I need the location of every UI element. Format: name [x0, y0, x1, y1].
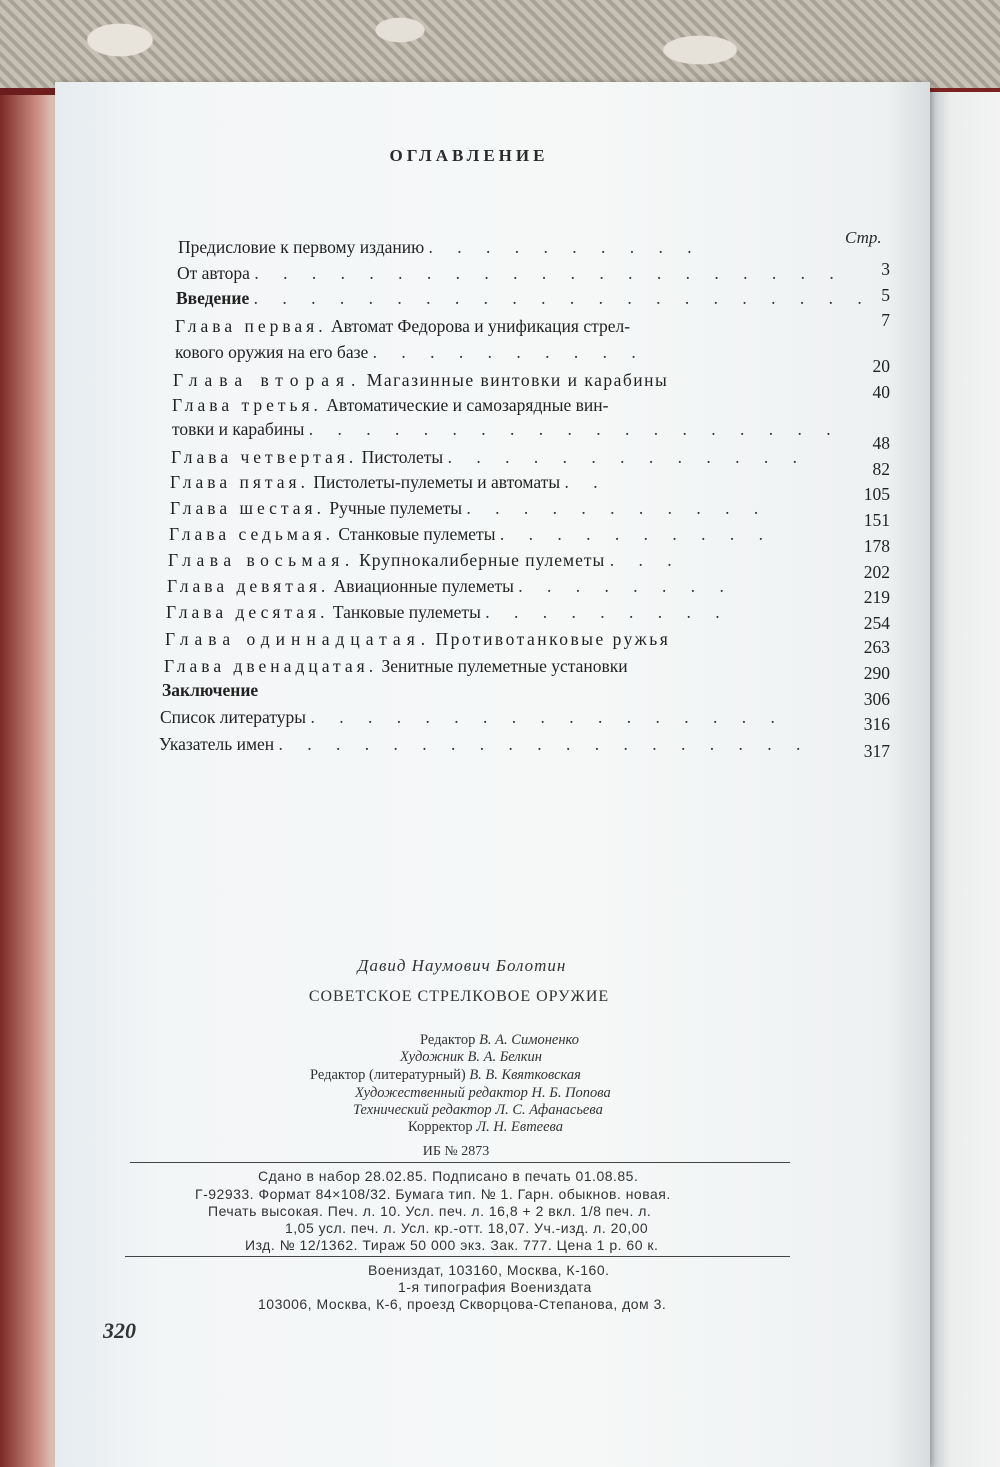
toc-entry: [170, 472, 608, 493]
toc-entry-text: От автора: [177, 263, 250, 283]
toc-title: ОГЛАВЛЕНИЕ: [389, 146, 549, 165]
chapter-label: Глава шестая.: [170, 498, 325, 518]
credit-name: Н. Б. Попова: [531, 1085, 611, 1101]
chapter-label: Глава восьмая.: [168, 550, 355, 570]
credit-role: Художник: [400, 1049, 464, 1065]
toc-entry-continuation: [172, 419, 841, 440]
page-column-header: Стр.: [845, 228, 882, 247]
author-name: Давид Наумович Болотин: [357, 956, 567, 975]
credit-role: Корректор: [408, 1119, 473, 1135]
imprint-line: Печать высокая. Печ. л. 10. Усл. печ. л. 16,8 + 2 вкл. 1/8 печ. л.: [208, 1203, 652, 1219]
toc-entry-continuation: [175, 342, 646, 363]
toc-page-number: 7: [881, 310, 890, 330]
credit-line: [310, 1067, 581, 1084]
toc-page-number: 202: [863, 562, 890, 582]
toc-page-number: 263: [863, 637, 890, 657]
toc-entry: [167, 576, 734, 597]
toc-entry-text: Танковые пулеметы: [332, 602, 481, 622]
toc-page-number: 20: [872, 356, 890, 376]
divider-line: [125, 1256, 790, 1257]
toc-entry: [159, 734, 810, 755]
toc-entry: [168, 550, 682, 571]
imprint-line: Г-92933. Формат 84×108/32. Бумага тип. № 1. Гарн. обыкнов. новая.: [195, 1186, 671, 1202]
leader-dots: . . . . . . . . . . . . . . . . .: [310, 707, 785, 727]
credit-role: Редактор (литературный): [310, 1067, 466, 1083]
leader-dots: . . . . . . . . .: [485, 602, 730, 622]
toc-entry: [160, 707, 785, 728]
toc-entry: [164, 656, 628, 677]
credit-name: В. А. Симоненко: [479, 1032, 580, 1048]
toc-entry: [177, 263, 844, 284]
credit-line: [353, 1102, 603, 1119]
toc-entry: [171, 447, 807, 468]
toc-entry: [166, 602, 730, 623]
toc-page-number: 316: [863, 714, 890, 734]
toc-page-number: 3: [881, 259, 890, 279]
toc-entry-text: Станковые пулеметы: [338, 524, 496, 544]
leader-dots: . . . . . . . . . . .: [466, 498, 769, 518]
toc-entry-text: Пистолеты-пулеметы и автоматы: [313, 472, 561, 492]
chapter-label: Глава двенадцатая.: [164, 656, 378, 676]
toc-entry-text: Авиационные пулеметы: [333, 576, 514, 596]
leader-dots: . . . . . . . . . .: [372, 342, 646, 362]
toc-page-number: 105: [863, 484, 890, 504]
toc-entry: [176, 288, 872, 309]
leader-dots: . . . . . . . . . . . . . . . . . . . . . .: [253, 288, 872, 308]
toc-page-number: 290: [863, 663, 890, 683]
leader-dots: . . . . . . . . . .: [499, 524, 773, 544]
credit-name: Л. Н. Евтеева: [476, 1119, 563, 1135]
chapter-label: Глава девятая.: [167, 576, 330, 596]
toc-entry: [169, 524, 773, 545]
toc-page-number: 5: [881, 285, 890, 305]
toc-entry-text: Предисловие к первому изданию: [178, 237, 425, 257]
chapter-label: Глава четвертая.: [171, 447, 358, 467]
toc-entry-text: Магазинные винтовки и карабины: [366, 370, 669, 390]
page-number: 320: [103, 1318, 136, 1343]
chapter-label: Глава вторая.: [173, 370, 363, 390]
publisher-line: 1-я типография Воениздата: [398, 1279, 592, 1295]
toc-entry-text: Автоматические и самозарядные вин-: [326, 395, 609, 415]
publisher-line: Воениздат, 103160, Москва, К-160.: [368, 1262, 610, 1278]
credit-name: В. В. Квятковская: [469, 1067, 581, 1083]
credit-name: В. А. Белкин: [467, 1049, 542, 1065]
toc-entry-text: Ручные пулеметы: [329, 498, 463, 518]
chapter-label: Глава третья.: [172, 395, 322, 415]
toc-entry-text: Список литературы: [160, 707, 307, 727]
toc-entry-text: Противотанковые ружья: [435, 629, 671, 649]
chapter-label: Глава десятая.: [166, 602, 329, 622]
toc-entry: [178, 237, 702, 258]
toc-page-number: 317: [863, 741, 890, 761]
toc-entry: [165, 629, 670, 650]
toc-entry-text: Указатель имен: [159, 734, 275, 754]
publisher-line: 103006, Москва, К-6, проезд Скворцова-Степанова, дом 3.: [258, 1296, 667, 1312]
credit-line: [408, 1119, 563, 1136]
toc-page-number: 219: [863, 587, 890, 607]
chapter-label: Глава первая.: [175, 316, 327, 336]
divider-line: [130, 1162, 790, 1163]
imprint-line: 1,05 усл. печ. л. Усл. кр.-отт. 18,07. Уч.-изд. л. 20,00: [285, 1220, 649, 1236]
credit-role: Редактор: [420, 1032, 476, 1048]
leader-dots: . . .: [609, 550, 682, 570]
toc-page-number: 48: [872, 433, 890, 453]
toc-entry-text: кового оружия на его базе: [175, 342, 369, 362]
credit-role: Художественный редактор: [355, 1085, 528, 1101]
leader-dots: . . . . . . . .: [518, 576, 734, 596]
toc-entry-text: Заключение: [162, 680, 259, 700]
credit-line: [420, 1032, 579, 1049]
leader-dots: . . . . . . . . . .: [428, 237, 702, 257]
toc-entry: [173, 370, 668, 391]
leader-dots: . . . . . . . . . . . . . . . . . . . . .: [254, 263, 844, 283]
toc-page-number: 82: [872, 459, 890, 479]
imprint-line: Сдано в набор 28.02.85. Подписано в печать 01.08.85.: [258, 1168, 639, 1184]
chapter-label: Глава седьмая.: [169, 524, 335, 544]
toc-entry-text: Введение: [176, 288, 250, 308]
leader-dots: . . . . . . . . . . . . . . . . . . .: [278, 734, 811, 754]
credit-line: [355, 1085, 611, 1102]
leader-dots: . .: [564, 472, 608, 492]
toc-entry: [172, 395, 608, 416]
leader-dots: . . . . . . . . . . . . . . . . . . .: [308, 419, 841, 439]
toc-entry-text: Крупнокалиберные пулеметы: [359, 550, 606, 570]
toc-entry: [162, 680, 258, 701]
chapter-label: Глава пятая.: [170, 472, 309, 492]
toc-entry: [170, 498, 768, 519]
imprint-line: Изд. № 12/1362. Тираж 50 000 экз. Зак. 777. Цена 1 р. 60 к.: [245, 1237, 659, 1253]
toc-page-number: 40: [872, 382, 890, 402]
toc-page-number: 151: [863, 510, 890, 530]
toc-page-number: 178: [863, 536, 890, 556]
toc-entry-text: Пистолеты: [361, 447, 444, 467]
book-title: СОВЕТСКОЕ СТРЕЛКОВОЕ ОРУЖИЕ: [308, 988, 610, 1005]
credit-role: Технический редактор: [353, 1102, 492, 1118]
chapter-label: Глава одиннадцатая.: [165, 629, 432, 649]
toc-entry-text: товки и карабины: [172, 419, 305, 439]
toc-entry: [175, 316, 630, 337]
toc-entry-text: Автомат Федорова и унификация стрел-: [330, 316, 631, 336]
toc-page-number: 254: [863, 613, 890, 633]
credit-name: Л. С. Афанасьева: [495, 1102, 603, 1118]
toc-page-number: 306: [863, 689, 890, 709]
toc-entry-text: Зенитные пулеметные установки: [381, 656, 628, 676]
credit-line: [400, 1049, 542, 1066]
leader-dots: . . . . . . . . . . . . .: [447, 447, 807, 467]
ib-number: ИБ № 2873: [422, 1144, 490, 1159]
